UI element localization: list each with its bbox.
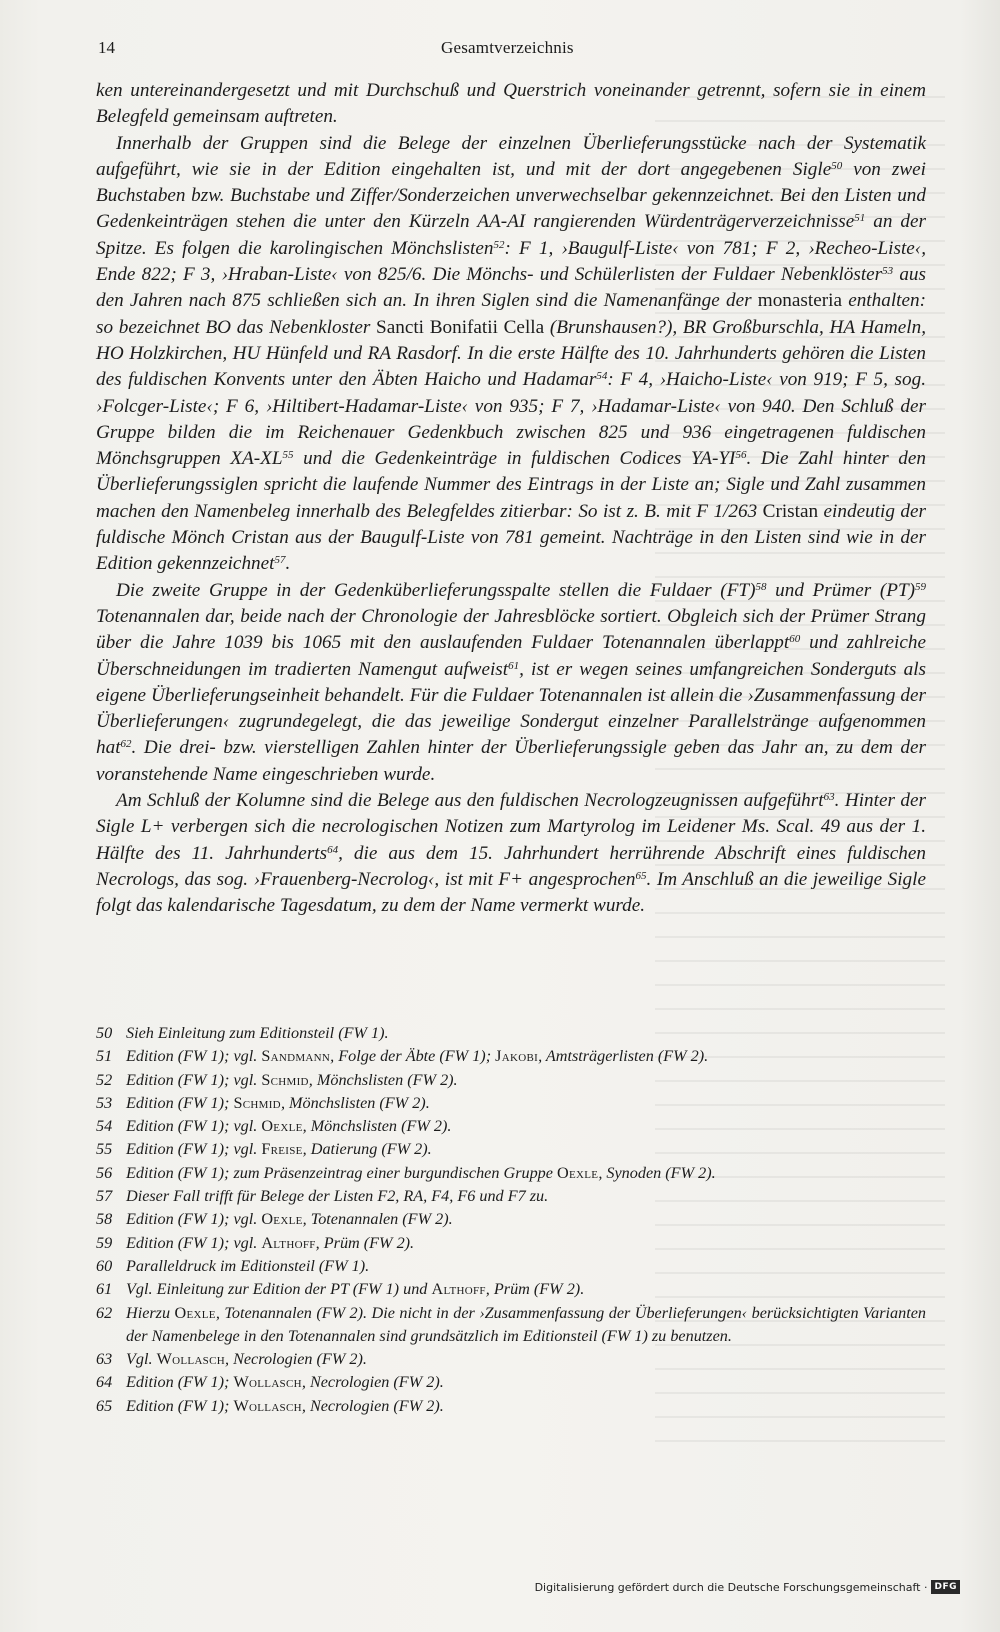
footnote-number: 60 — [96, 1256, 113, 1275]
footnote-ref[interactable]: 61 — [508, 659, 520, 672]
footnote-text — [126, 1022, 926, 1045]
footnote-ref[interactable]: 56 — [735, 449, 747, 462]
footnote-50 — [96, 1022, 926, 1045]
author-name: Wollasch — [233, 1373, 302, 1392]
footnote-segment: , Mönchslisten (FW 2). — [308, 1070, 458, 1089]
footnote-segment: Edition (FW 1); vgl. — [126, 1140, 262, 1159]
author-name: Althoff — [261, 1233, 316, 1252]
footnote-segment: Paralleldruck im Editionsteil (FW 1). — [126, 1256, 370, 1275]
footnote-segment: , Necrologien (FW 2). — [301, 1373, 444, 1392]
footnote-text — [126, 1232, 926, 1255]
footnote-60 — [96, 1255, 926, 1278]
footnote-62 — [96, 1302, 926, 1349]
footnote-ref[interactable]: 59 — [915, 580, 927, 593]
footnote-segment: Vgl. Einleitung zur Edition der PT (FW 1) und — [126, 1280, 432, 1299]
footnote-segment: Edition (FW 1); vgl. — [126, 1210, 262, 1229]
footnote-ref[interactable]: 55 — [282, 449, 294, 462]
footnote-text — [126, 1185, 926, 1208]
footnote-text — [126, 1045, 926, 1068]
footnote-segment: Edition (FW 1); — [126, 1093, 234, 1112]
paragraph-1: ken untereinandergesetzt und mit Durchschuß und Querstrich voneinander getrennt, sofern sie in einem Belegfeld gemeinsam auftreten. — [96, 80, 926, 128]
footnote-ref[interactable]: 63 — [823, 791, 835, 804]
footnote-ref[interactable]: 65 — [635, 869, 647, 882]
footnote-number: 51 — [96, 1047, 113, 1066]
footnote-text — [126, 1302, 926, 1349]
author-name: Oexle — [261, 1210, 303, 1229]
footnote-segment: , Totenannalen (FW 2). Die nicht in der ›Zusammenfassung der Überlieferungen‹ berücksichtigten Varianten der Namenbelege in den Totenannalen sind grundsätzlich im Editionsteil (FW 1) zu benutzen. — [126, 1303, 926, 1345]
footnote-53 — [96, 1092, 926, 1115]
author-name: Sandmann — [261, 1047, 331, 1066]
author-name: Jakobi — [495, 1047, 539, 1066]
author-name: Wollasch — [233, 1396, 302, 1415]
footnote-55 — [96, 1138, 926, 1161]
footnote-segment: Sieh Einleitung zum Editionsteil (FW 1). — [126, 1024, 389, 1042]
footnote-segment: , Prüm (FW 2). — [315, 1233, 415, 1252]
footnote-segment: , Mönchslisten (FW 2). — [302, 1117, 452, 1136]
footnote-segment: , Necrologien (FW 2). — [301, 1396, 444, 1415]
footnote-number: 56 — [96, 1163, 113, 1182]
footnote-segment: , Mönchslisten (FW 2). — [280, 1093, 430, 1112]
footnote-58 — [96, 1208, 926, 1231]
author-name: Althoff — [431, 1280, 486, 1299]
author-name: Wollasch — [156, 1350, 225, 1369]
footnote-text — [126, 1348, 926, 1371]
footnote-number: 50 — [96, 1024, 113, 1042]
footnote-ref[interactable]: 62 — [120, 738, 132, 751]
footnote-segment: Edition (FW 1); — [126, 1396, 234, 1415]
footnote-number: 59 — [96, 1233, 113, 1252]
footnote-text — [126, 1208, 926, 1231]
footnote-text — [126, 1069, 926, 1092]
dfg-logo: DFG — [931, 1580, 960, 1594]
footnote-number: 54 — [96, 1117, 113, 1136]
main-text — [96, 78, 926, 920]
footnote-number: 57 — [96, 1187, 113, 1206]
footnote-61 — [96, 1278, 926, 1301]
footnote-text — [126, 1371, 926, 1394]
footnote-51 — [96, 1045, 926, 1068]
author-name: Schmid — [261, 1070, 309, 1089]
running-head: Gesamtverzeichnis — [441, 38, 574, 57]
footnote-64 — [96, 1371, 926, 1394]
author-name: Oexle — [174, 1303, 216, 1322]
footnote-segment: , Necrologien (FW 2). — [224, 1350, 367, 1369]
footnote-text — [126, 1115, 926, 1138]
paragraph-4: Am Schluß der Kolumne sind die Belege aus den fuldischen Necrologzeugnissen aufgeführt$^{63}$. Hinter der Sigle L+ verbergen sich die necrologischen Notizen zum Martyrolog im Leidener Ms. Scal. 49 aus der 1. Hälfte des 11. Jahrhunderts$^{64}$, die aus dem 15. Jahrhundert herrührende Abschrift eines fuldischen Necrologs, das sog. ›Frauenberg-Necrolog‹, ist mit F+ angesprochen$^{65}$. Im Anschluß an die jeweilige Sigle folgt das kalendarische Tagesdatum, zu dem der Name vermerkt wurde. — [96, 790, 926, 917]
footnote-ref[interactable]: 60 — [789, 633, 801, 646]
footnote-segment: Edition (FW 1); vgl. — [126, 1117, 262, 1136]
footnote-segment: Edition (FW 1); zum Präsenzeintrag einer burgundischen Gruppe — [126, 1163, 558, 1182]
footnote-segment: Edition (FW 1); — [126, 1373, 234, 1392]
footnote-text — [126, 1138, 926, 1161]
author-name: Oexle — [261, 1117, 303, 1136]
footnote-number: 53 — [96, 1093, 113, 1112]
footnote-57 — [96, 1185, 926, 1208]
paragraph-2: Innerhalb der Gruppen sind die Belege der einzelnen Überlieferungsstücke nach der Systematik aufgeführt, wie sie in der Edition eingehalten ist, und mit der dort angegebenen Sigle$^{50}$ von zwei Buchstaben bzw. Buchstabe und Ziffer/Sonderzeichen unverwechselbar gekennzeichnet. Bei den Listen und Gedenkeinträgen stehen die unter den Kürzeln AA-AI rangierenden Würdenträgerverzeichnisse$^{51}$ an der Spitze. Es folgen die karolingischen Mönchslisten$^{52}$: F 1, ›Baugulf-Liste‹ von 781; F 2, ›Recheo-Liste‹, Ende 822; F 3, ›Hraban-Liste‹ von 825/6. Die Mönchs- und Schülerlisten der Fuldaer Nebenklöster$^{53}$ aus den Jahren nach 875 schließen sich an. In ihren Siglen sind die Namenanfänge der monasteria enthalten: so bezeichnet BO das Nebenkloster Sancti Bonifatii Cella (Brunshausen?), BR Großburschla, HA Hameln, HO Holzkirchen, HU Hünfeld und RA Rasdorf. In die erste Hälfte des 10. Jahrhunderts gehören die Listen des fuldischen Konvents unter den Äbten Haicho und Hadamar$^{54}$: F 4, ›Haicho-Liste‹ von 919; F 5, sog. ›Folcger-Liste‹; F 6, ›Hiltibert-Hadamar-Liste‹ von 935; F 7, ›Hadamar-Liste‹ von 940. Den Schluß der Gruppe bilden die im Reichenauer Gedenkbuch zwischen 825 und 936 eingetragenen fuldischen Mönchsgruppen XA-XL$^{55}$ und die Gedenkeinträge in fuldischen Codices YA-YI$^{56}$. Die Zahl hinter den Überlieferungssiglen spricht die laufende Nummer des Eintrags in der Liste an; Sigle und Zahl zusammen machen den Namenbeleg innerhalb des Belegfeldes zitierbar: So ist z. B. mit F 1/263 Cristan eindeutig der fuldische Mönch Cristan aus der Baugulf-Liste von 781 gemeint. Nachträge in den Listen sind wie in der Edition gekennzeichnet$^{57}$. — [96, 132, 927, 575]
footnote-segment: , Datierung (FW 2). — [302, 1140, 432, 1159]
footnote-ref[interactable]: 64 — [327, 843, 339, 856]
footnote-number: 52 — [96, 1070, 113, 1089]
footnote-ref[interactable]: 53 — [882, 265, 894, 278]
footnote-63 — [96, 1348, 926, 1371]
footnote-segment: Dieser Fall trifft für Belege der Listen F2, RA, F4, F6 und F7 zu. — [126, 1187, 549, 1206]
author-name: Freise — [261, 1140, 303, 1159]
footnote-text — [126, 1395, 926, 1418]
footnote-number: 58 — [96, 1210, 113, 1229]
footnote-number: 64 — [96, 1373, 113, 1392]
footnote-number: 55 — [96, 1140, 113, 1159]
footnote-ref[interactable]: 58 — [755, 580, 767, 593]
footnote-ref[interactable]: 54 — [596, 370, 608, 383]
footnote-number: 62 — [96, 1303, 113, 1322]
footnote-segment: Edition (FW 1); vgl. — [126, 1047, 262, 1066]
footnote-text — [126, 1092, 926, 1115]
footnote-ref[interactable]: 51 — [854, 212, 866, 225]
footnote-segment: , Totenannalen (FW 2). — [302, 1210, 453, 1229]
footnote-52 — [96, 1069, 926, 1092]
footnote-segment: , Prüm (FW 2). — [485, 1280, 585, 1299]
footnote-59 — [96, 1232, 926, 1255]
footnote-segment: Edition (FW 1); vgl. — [126, 1233, 262, 1252]
footnote-ref[interactable]: 57 — [274, 554, 286, 567]
footnotes — [96, 1022, 926, 1418]
footnote-segment: , Amtsträgerlisten (FW 2). — [538, 1047, 709, 1066]
footnote-text — [126, 1255, 926, 1278]
page-header — [0, 36, 1000, 64]
footnote-ref[interactable]: 52 — [493, 238, 505, 251]
footnote-text — [126, 1162, 926, 1185]
footnote-segment: , Synoden (FW 2). — [598, 1163, 716, 1182]
banner-text: Digitalisierung gefördert durch die Deutsche Forschungsgemeinschaft · — [534, 1580, 928, 1594]
footnote-number: 65 — [96, 1396, 113, 1415]
footnote-segment: Edition (FW 1); vgl. — [126, 1070, 262, 1089]
footnote-number: 61 — [96, 1280, 113, 1299]
footnote-54 — [96, 1115, 926, 1138]
footnote-number: 63 — [96, 1350, 113, 1369]
footnote-text — [126, 1278, 926, 1301]
author-name: Schmid — [233, 1093, 281, 1112]
page-number: 14 — [98, 38, 115, 57]
digitization-banner — [535, 1578, 960, 1596]
footnote-segment: , Folge der Äbte (FW 1); — [330, 1047, 496, 1066]
author-name: Oexle — [557, 1163, 599, 1182]
footnote-65 — [96, 1395, 926, 1418]
paragraph-3: Die zweite Gruppe in der Gedenküberlieferungsspalte stellen die Fuldaer (FT)$^{58}$ und Prümer (PT)$^{59}$ Totenannalen dar, beide nach der Chronologie der Jahresblöcke sortiert. Obgleich sich der Prümer Strang über die Jahre 1039 bis 1065 mit den auslaufenden Fuldaer Totenannalen überlappt$^{60}$ und zahlreiche Überschneidungen im tradierten Namengut aufweist$^{61}$, ist er wegen seines umfangreichen Sonderguts als eigene Überlieferungseinheit behandelt. Für die Fuldaer Totenannalen ist allein die ›Zusammenfassung der Überlieferungen‹ zugrundegelegt, die das jeweilige Sondergut einzelner Parallelstränge aufgenommen hat$^{62}$. Die drei- bzw. vierstelligen Zahlen hinter der Überlieferungssigle geben das Jahr an, zu dem der voranstehende Name eingeschrieben wurde. — [96, 579, 927, 785]
footnote-segment: Vgl. — [126, 1350, 157, 1369]
footnote-56 — [96, 1162, 926, 1185]
footnote-ref[interactable]: 50 — [831, 159, 843, 172]
footnote-segment: Hierzu — [126, 1303, 175, 1322]
